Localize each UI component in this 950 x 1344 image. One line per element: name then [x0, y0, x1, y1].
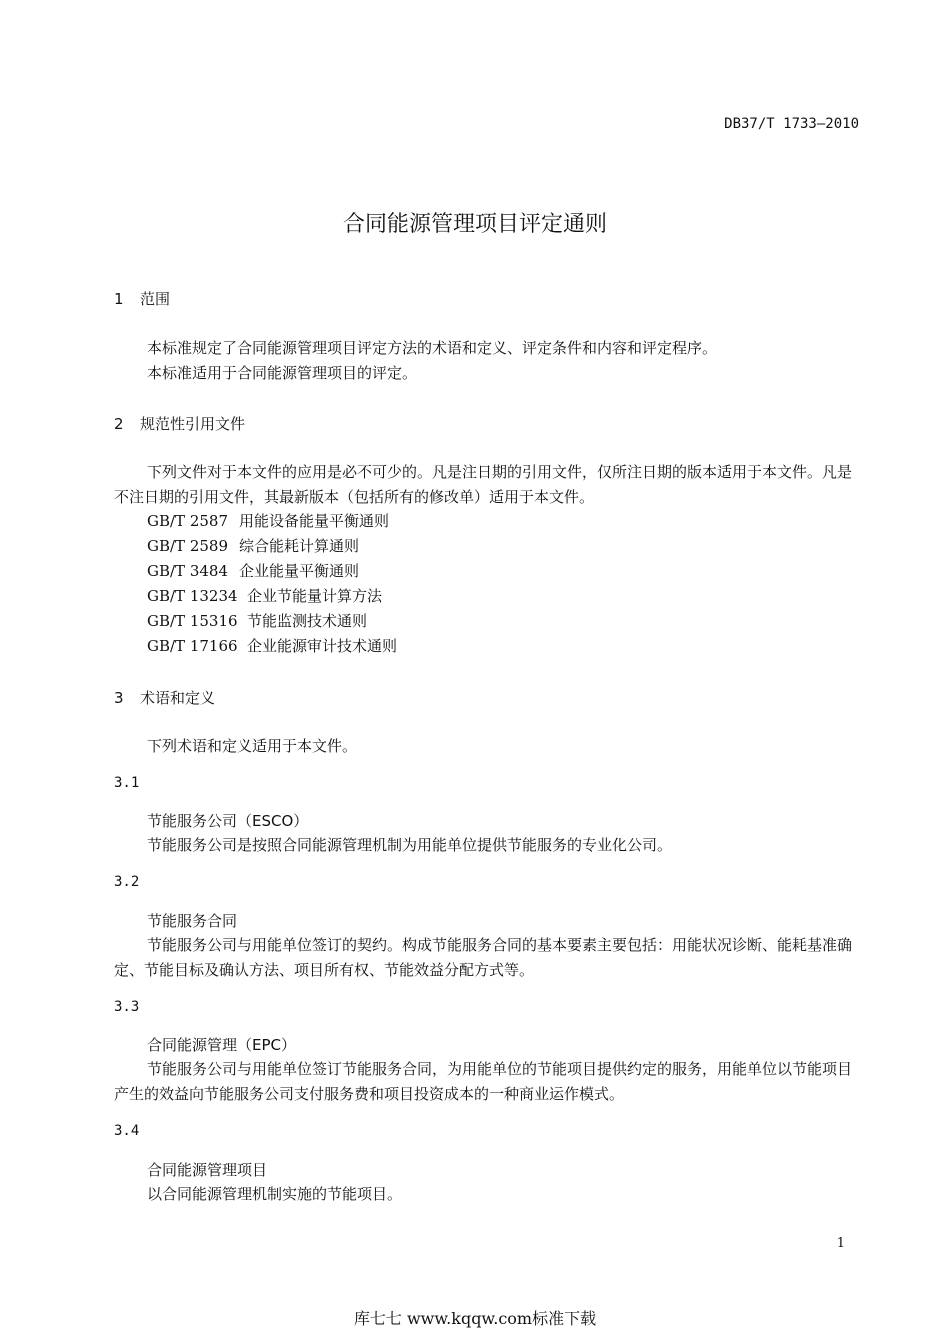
section-title: 范围	[140, 290, 171, 308]
term-definition: 节能服务公司是按照合同能源管理机制为用能单位提供节能服务的专业化公司。	[147, 836, 673, 854]
section-number: 3	[114, 689, 124, 707]
document-code: DB37/T 1733—2010	[724, 116, 859, 132]
term-definition: 节能服务公司与用能单位签订节能服务合同，为用能单位的节能项目提供约定的服务，用能单位以节能项目产生的效益向节能服务公司支付服务费和项目投资成本的一种商业运作模式。	[114, 1060, 853, 1103]
reference-title: 综合能耗计算通则	[239, 537, 360, 555]
paragraph: 下列文件对于本文件的应用是必不可少的。凡是注日期的引用文件，仅所注日期的版本适用于本文件。凡是不注日期的引用文件，其最新版本（包括所有的修改单）适用于本文件。	[114, 463, 853, 506]
section-3-heading	[114, 687, 215, 708]
term-heading: 合同能源管理项目	[147, 1161, 268, 1179]
term-definition: 以合同能源管理机制实施的节能项目。	[147, 1185, 403, 1203]
subsection-number: 3.2	[114, 874, 140, 890]
term-heading: 合同能源管理（EPC）	[147, 1036, 296, 1054]
subsection-number: 3.1	[114, 775, 140, 791]
section-title: 术语和定义	[140, 689, 216, 707]
term-definition: 节能服务公司与用能单位签订的契约。构成节能服务合同的基本要素主要包括：用能状况诊断、能耗基准确定、节能目标及确认方法、项目所有权、节能效益分配方式等。	[114, 936, 853, 979]
list-item	[147, 634, 397, 659]
reference-title: 企业节能量计算方法	[247, 587, 383, 605]
subsection-number: 3.3	[114, 999, 140, 1015]
subsection-number: 3.4	[114, 1123, 140, 1139]
footer-source: 库七七 www.kqqw.com标准下载	[353, 1309, 597, 1328]
reference-code: GB/T 13234	[147, 587, 238, 605]
document-title: 合同能源管理项目评定通则	[342, 212, 607, 237]
reference-title: 节能监测技术通则	[247, 612, 368, 630]
reference-code: GB/T 2587	[147, 512, 229, 530]
section-2-heading	[114, 413, 245, 434]
reference-code: GB/T 2589	[147, 537, 229, 555]
section-title: 规范性引用文件	[140, 415, 246, 433]
paragraph: 下列术语和定义适用于本文件。	[147, 737, 358, 755]
reference-title: 企业能源审计技术通则	[247, 637, 398, 655]
reference-code: GB/T 3484	[147, 562, 229, 580]
normative-references-list	[147, 509, 397, 659]
section-1-heading	[114, 288, 170, 309]
section-number: 2	[114, 415, 124, 433]
reference-title: 企业能量平衡通则	[239, 562, 360, 580]
section-number: 1	[114, 290, 124, 308]
list-item	[147, 609, 397, 634]
list-item	[147, 534, 397, 559]
paragraph: 本标准适用于合同能源管理项目的评定。	[147, 364, 418, 382]
list-item	[147, 509, 397, 534]
reference-code: GB/T 17166	[147, 637, 238, 655]
page-number: 1	[836, 1236, 845, 1251]
term-heading: 节能服务公司（ESCO）	[147, 812, 309, 830]
paragraph: 本标准规定了合同能源管理项目评定方法的术语和定义、评定条件和内容和评定程序。	[147, 339, 718, 357]
reference-code: GB/T 15316	[147, 612, 238, 630]
list-item	[147, 584, 397, 609]
term-heading: 节能服务合同	[147, 912, 238, 930]
reference-title: 用能设备能量平衡通则	[239, 512, 390, 530]
list-item	[147, 559, 397, 584]
